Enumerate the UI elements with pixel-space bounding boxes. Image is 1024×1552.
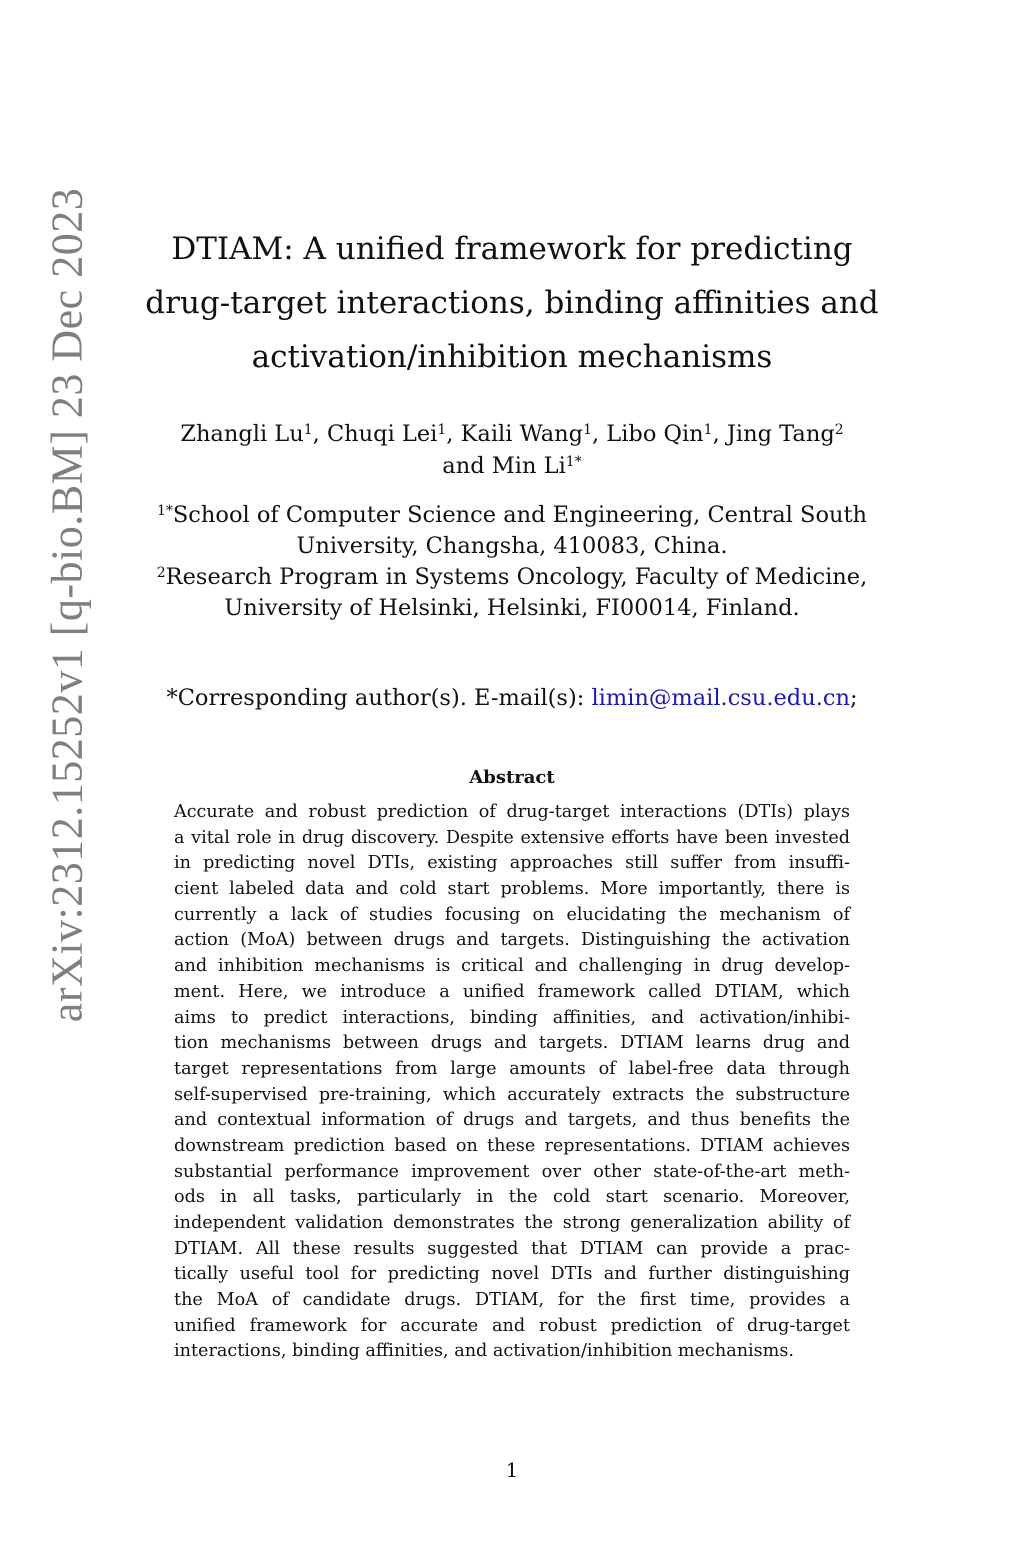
affiliation-line: University of Helsinki, Helsinki, FI00014, Finland. xyxy=(224,595,800,621)
author-name: Min Li xyxy=(491,453,566,479)
affiliation-mark: 2 xyxy=(834,422,844,438)
arxiv-identifier-stamp: arXiv:2312.15252v1 [q-bio.BM] 23 Dec 2023 xyxy=(42,187,92,1023)
affiliation-text: Research Program in Systems Oncology, Faculty of Medicine, xyxy=(165,564,868,590)
author-name: Chuqi Lei xyxy=(326,421,438,447)
author-name: Zhangli Lu xyxy=(180,421,304,447)
abstract-line: ods in all tasks, particularly in the cold start scenario. Moreover, xyxy=(174,1187,850,1208)
abstract-line: tion mechanisms between drugs and targets. DTIAM learns drug and xyxy=(174,1033,850,1054)
affiliations xyxy=(120,500,904,624)
abstract-line: the MoA of candidate drugs. DTIAM, for the first time, provides a xyxy=(174,1290,850,1311)
author-name: Kaili Wang xyxy=(460,421,584,447)
corresponding-suffix: ; xyxy=(849,685,858,711)
abstract-line: ment. Here, we introduce a unified framework called DTIAM, which xyxy=(174,981,850,1002)
author-conjunction: and xyxy=(442,453,492,479)
abstract-line: cient labeled data and cold start problems. More importantly, there is xyxy=(174,879,850,900)
abstract-line: unified framework for accurate and robust prediction of drug-target xyxy=(174,1315,850,1336)
abstract-line: currently a lack of studies focusing on elucidating the mechanism of xyxy=(174,904,850,925)
paper-title xyxy=(140,222,884,384)
abstract-heading: Abstract xyxy=(469,767,555,788)
author-line xyxy=(120,450,904,482)
abstract-line: target representations from large amounts of label-free data through xyxy=(174,1058,850,1079)
corresponding-label: *Corresponding author(s). E-mail(s): xyxy=(166,685,592,711)
affiliation-mark: 1 xyxy=(303,422,313,438)
abstract-line: interactions, binding affinities, and activation/inhibition mechanisms. xyxy=(174,1341,794,1362)
abstract-line: self-supervised pre-training, which accurately extracts the substructure xyxy=(174,1084,850,1105)
abstract-line: and contextual information of drugs and targets, and thus benefits the xyxy=(174,1110,850,1131)
abstract-line: a vital role in drug discovery. Despite extensive efforts have been invested xyxy=(174,827,850,848)
abstract-line: aims to predict interactions, binding affinities, and activation/inhibi- xyxy=(174,1007,850,1028)
affiliation-line xyxy=(120,500,904,531)
abstract-line: independent validation demonstrates the strong generalization ability of xyxy=(174,1213,850,1233)
title-line: drug-target interactions, binding affinities and xyxy=(145,285,879,321)
title-line: activation/inhibition mechanisms xyxy=(251,339,773,375)
affiliation-text: School of Computer Science and Engineering, Central South xyxy=(172,502,868,528)
page-number: 1 xyxy=(505,1458,519,1482)
title-line: DTIAM: A unified framework for predicting xyxy=(171,231,853,267)
affiliation-mark: 1 xyxy=(703,422,713,438)
abstract-line: DTIAM. All these results suggested that DTIAM can provide a prac- xyxy=(174,1238,850,1259)
affiliation-mark: 1 xyxy=(437,422,447,438)
affiliation-mark: 1* xyxy=(565,454,582,470)
abstract-line: action (MoA) between drugs and targets. Distinguishing the activation xyxy=(174,930,850,951)
affiliation-line xyxy=(120,562,904,593)
affiliation-mark: 1 xyxy=(583,422,592,438)
abstract-line: Accurate and robust prediction of drug-target interactions (DTIs) plays xyxy=(174,802,850,822)
abstract-body xyxy=(174,800,850,1365)
author-name: Libo Qin xyxy=(606,421,704,447)
author-name: Jing Tang xyxy=(726,421,835,447)
abstract-line: downstream prediction based on these representations. DTIAM achieves xyxy=(174,1135,850,1156)
abstract-line: tically useful tool for predicting novel DTIs and further distinguishing xyxy=(174,1264,850,1285)
email-link[interactable]: limin@mail.csu.edu.cn xyxy=(591,685,850,711)
affiliation-mark: 1* xyxy=(156,503,173,519)
abstract-line: and inhibition mechanisms is critical and challenging in drug develop- xyxy=(174,956,850,977)
affiliation-mark: 2 xyxy=(156,565,166,581)
author-list xyxy=(120,418,904,482)
affiliation-line: University, Changsha, 410083, China. xyxy=(296,533,728,559)
abstract-line: substantial performance improvement over other state-of-the-art meth- xyxy=(174,1161,850,1182)
corresponding-author xyxy=(120,683,904,713)
author-line: Zhangli Lu$^1$, Chuqi Lei$^1$, Kaili Wang$^1$, Libo Qin$^1$, Jing Tang$^2$ xyxy=(180,421,844,447)
abstract-line: in predicting novel DTIs, existing approaches still suffer from insuffi- xyxy=(174,853,850,874)
